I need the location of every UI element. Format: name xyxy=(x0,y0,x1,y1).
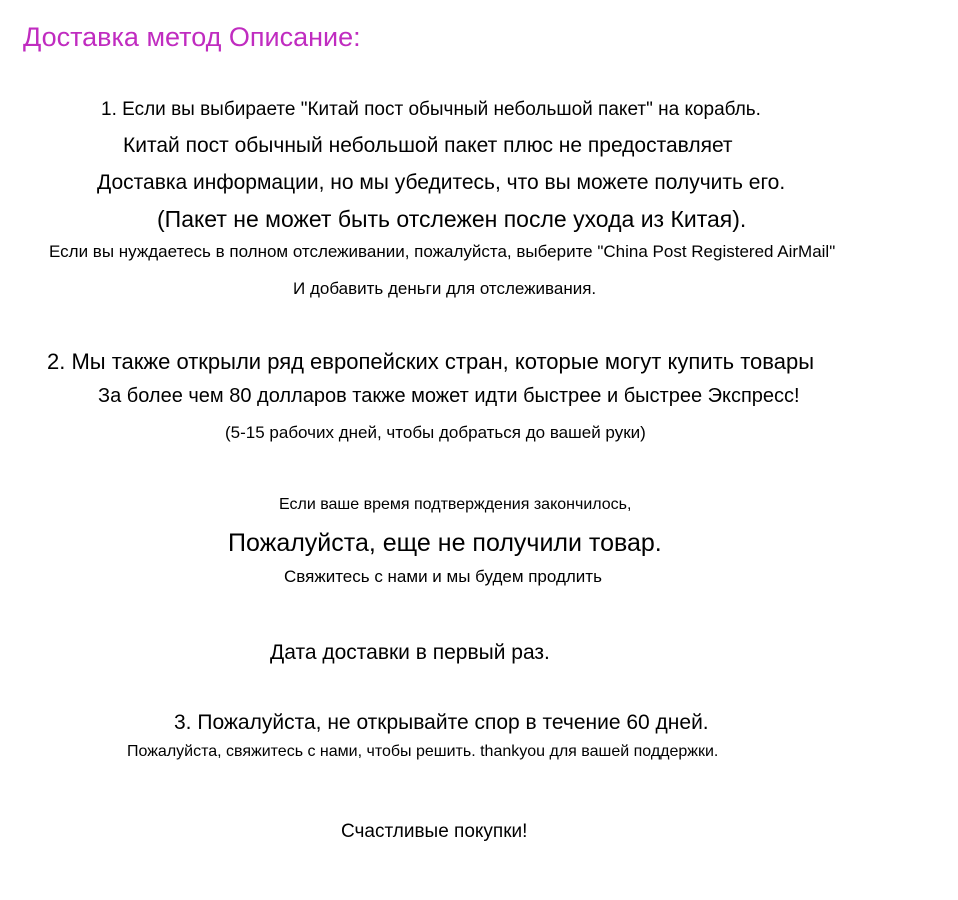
page-title: Доставка метод Описание: xyxy=(23,22,361,52)
section2-line1: 2. Мы также открыли ряд европейских стран, которые могут купить товары xyxy=(47,349,815,374)
section1-line3: Доставка информации, но мы убедитесь, что вы можете получить его. xyxy=(97,171,786,194)
section3-line2: Пожалуйста, свяжитесь с нами, чтобы решить. thankyou для вашей поддержки. xyxy=(127,743,719,760)
section1-line6: И добавить деньги для отслеживания. xyxy=(293,279,597,298)
section1-line1: 1. Если вы выбираете "Китай пост обычный небольшой пакет" на корабль. xyxy=(101,99,761,120)
section3-line1: 3. Пожалуйста, не открывайте спор в течение 60 дней. xyxy=(174,711,709,734)
confirm-line3: Свяжитесь с нами и мы будем продлить xyxy=(284,567,602,586)
confirm-line1: Если ваше время подтверждения закончилось, xyxy=(279,496,632,513)
section2-line2: За более чем 80 долларов также может идти быстрее и быстрее Экспресс! xyxy=(98,385,800,407)
closing-text: Счастливые покупки! xyxy=(341,821,528,842)
section1-line2: Китай пост обычный небольшой пакет плюс не предоставляет xyxy=(123,134,733,157)
section2-line3: (5-15 рабочих дней, чтобы добраться до вашей руки) xyxy=(225,423,646,442)
section1-line5: Если вы нуждаетесь в полном отслеживании, пожалуйста, выберите "China Post Registered AirMail" xyxy=(49,242,836,261)
confirm-line4: Дата доставки в первый раз. xyxy=(270,641,550,664)
section1-line4: (Пакет не может быть отслежен после ухода из Китая). xyxy=(157,206,747,232)
confirm-line2: Пожалуйста, еще не получили товар. xyxy=(228,529,662,557)
